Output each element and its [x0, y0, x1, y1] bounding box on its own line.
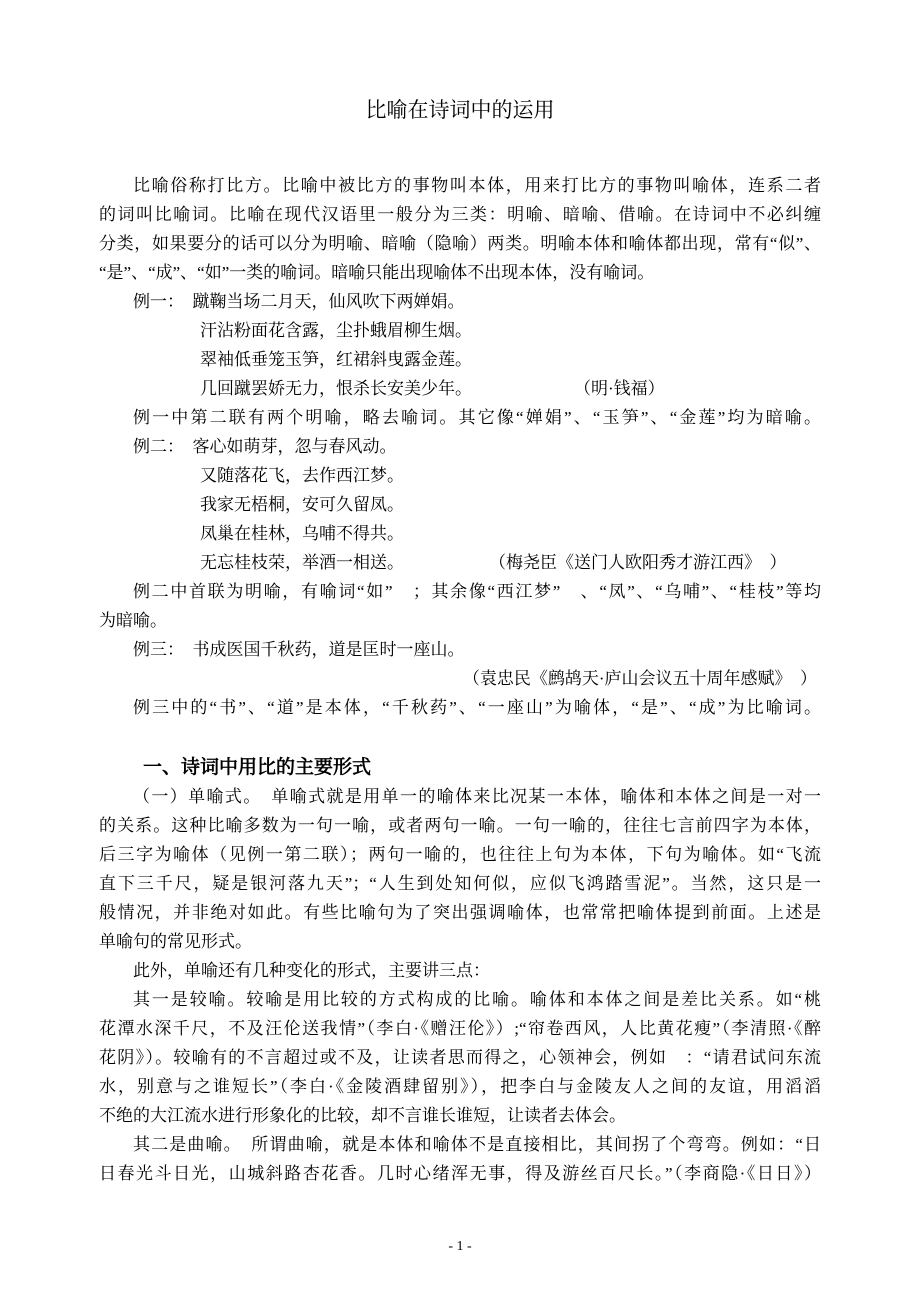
paragraph-line: 其二是曲喻。 所谓曲喻，就是本体和喻体不是直接相比，其间拐了个弯弯。例如：“日: [133, 1135, 821, 1154]
poem-line: 又随落花飞，去作西江梦。: [200, 466, 404, 485]
paragraph-line: 分类，如果要分的话可以分为明喻、暗喻（隐喻）两类。明喻本体和喻体都出现，常有“似”、: [99, 234, 821, 253]
paragraph-line: 例三中的“书”、“道”是本体，“千秋药”、“一座山”为喻体，“是”、“成”为比喻词。: [133, 698, 821, 717]
section-heading: 一、诗词中用比的主要形式: [143, 757, 372, 778]
poem-line: 翠袖低垂笼玉笋，红裙斜曳露金莲。: [200, 350, 472, 369]
paragraph-line: 花潭水深千尺，不及汪伦送我情”（李白·《赠汪伦》）;“帘卷西风，人比黄花瘦”（李清照·《醉: [99, 1019, 821, 1038]
paragraph-line: 般情况，并非绝对如此。有些比喻句为了突出强调喻体，也常常把喻体提到前面。上述是: [99, 903, 821, 922]
paragraph-line: 为暗喻。: [99, 611, 167, 630]
paragraph-line: “是”、“成”、“如”一类的喻词。暗喻只能出现喻体不出现本体，没有喻词。: [99, 263, 655, 282]
document-lines: [99, 171, 821, 1188]
paragraph-line: 例一： 蹴鞠当场二月天，仙风吹下两婵娟。: [133, 292, 465, 311]
paragraph-line: 后三字为喻体（见例一第二联）；两句一喻的，也往往上句为本体，下句为喻体。如“飞流: [99, 845, 821, 864]
poem-line: 无忘桂枝荣，举酒一相送。 （梅尧臣《送门人欧阳秀才游江西》 ）: [200, 553, 787, 572]
paragraph-line: 例三： 书成医国千秋药，道是匡时一座山。: [133, 640, 465, 659]
poem-line: 我家无梧桐，安可久留凤。: [200, 495, 404, 514]
paragraph-line: 例二中首联为明喻，有喻词“如” ；其余像“西江梦” 、“凤”、“乌哺”、“桂枝”等均: [133, 582, 821, 601]
paragraph-line: 的词叫比喻词。比喻在现代汉语里一般分为三类：明喻、暗喻、借喻。在诗词中不必纠缠: [99, 205, 821, 224]
paragraph-line: 直下三千尺，疑是银河落九天”；“人生到处知何似，应似飞鸿踏雪泥”。当然，这只是一: [99, 874, 821, 893]
attribution-line: （袁忠民《鹧鸪天·庐山会议五十周年感赋》 ）: [462, 669, 817, 688]
paragraph-line: 此外，单喻还有几种变化的形式，主要讲三点：: [133, 961, 490, 980]
paragraph-line: 例二： 客心如萌芽，忽与春风动。: [133, 437, 397, 456]
paragraph-line: 花阴》）。较喻有的不言超过或不及，让读者思而得之，心领神会，例如 ：“请君试问东流: [99, 1048, 821, 1067]
paragraph-line: 单喻句的常见形式。: [99, 932, 252, 951]
page-number: - 1 -: [448, 1239, 472, 1254]
document-title: 比喻在诗词中的运用: [365, 98, 555, 122]
paragraph-line: 比喻俗称打比方。比喻中被比方的事物叫本体，用来打比方的事物叫喻体，连系二者: [133, 176, 821, 195]
paragraph-line: 其一是较喻。较喻是用比较的方式构成的比喻。喻体和本体之间是差比关系。如“桃: [133, 990, 821, 1009]
poem-line: 凤巢在桂林，乌哺不得共。: [200, 524, 404, 543]
paragraph-line: 例一中第二联有两个明喻，略去喻词。其它像“婵娟”、“玉笋”、“金莲”均为暗喻。: [133, 408, 821, 427]
paragraph-line: 水，别意与之谁短长”（李白·《金陵酒肆留别》），把李白与金陵友人之间的友谊，用滔滔: [99, 1077, 821, 1096]
poem-line: 汗沾粉面花含露，尘扑蛾眉柳生烟。: [200, 321, 472, 340]
paragraph-line: 日春光斗日光，山城斜路杏花香。几时心绪浑无事，得及游丝百尺长。”（李商隐·《日日》）: [99, 1164, 821, 1183]
paragraph-line: （一）单喻式。 单喻式就是用单一的喻体来比况某一本体，喻体和本体之间是一对一: [133, 787, 821, 806]
poem-line: 几回蹴罢娇无力，恨杀长安美少年。 （明·钱福）: [200, 379, 665, 398]
paragraph-line: 不绝的大江流水进行形象化的比较，却不言谁长谁短，让读者去体会。: [99, 1106, 626, 1125]
paragraph-line: 的关系。这种比喻多数为一句一喻，或者两句一喻。一句一喻的，往往七言前四字为本体，: [99, 816, 821, 835]
